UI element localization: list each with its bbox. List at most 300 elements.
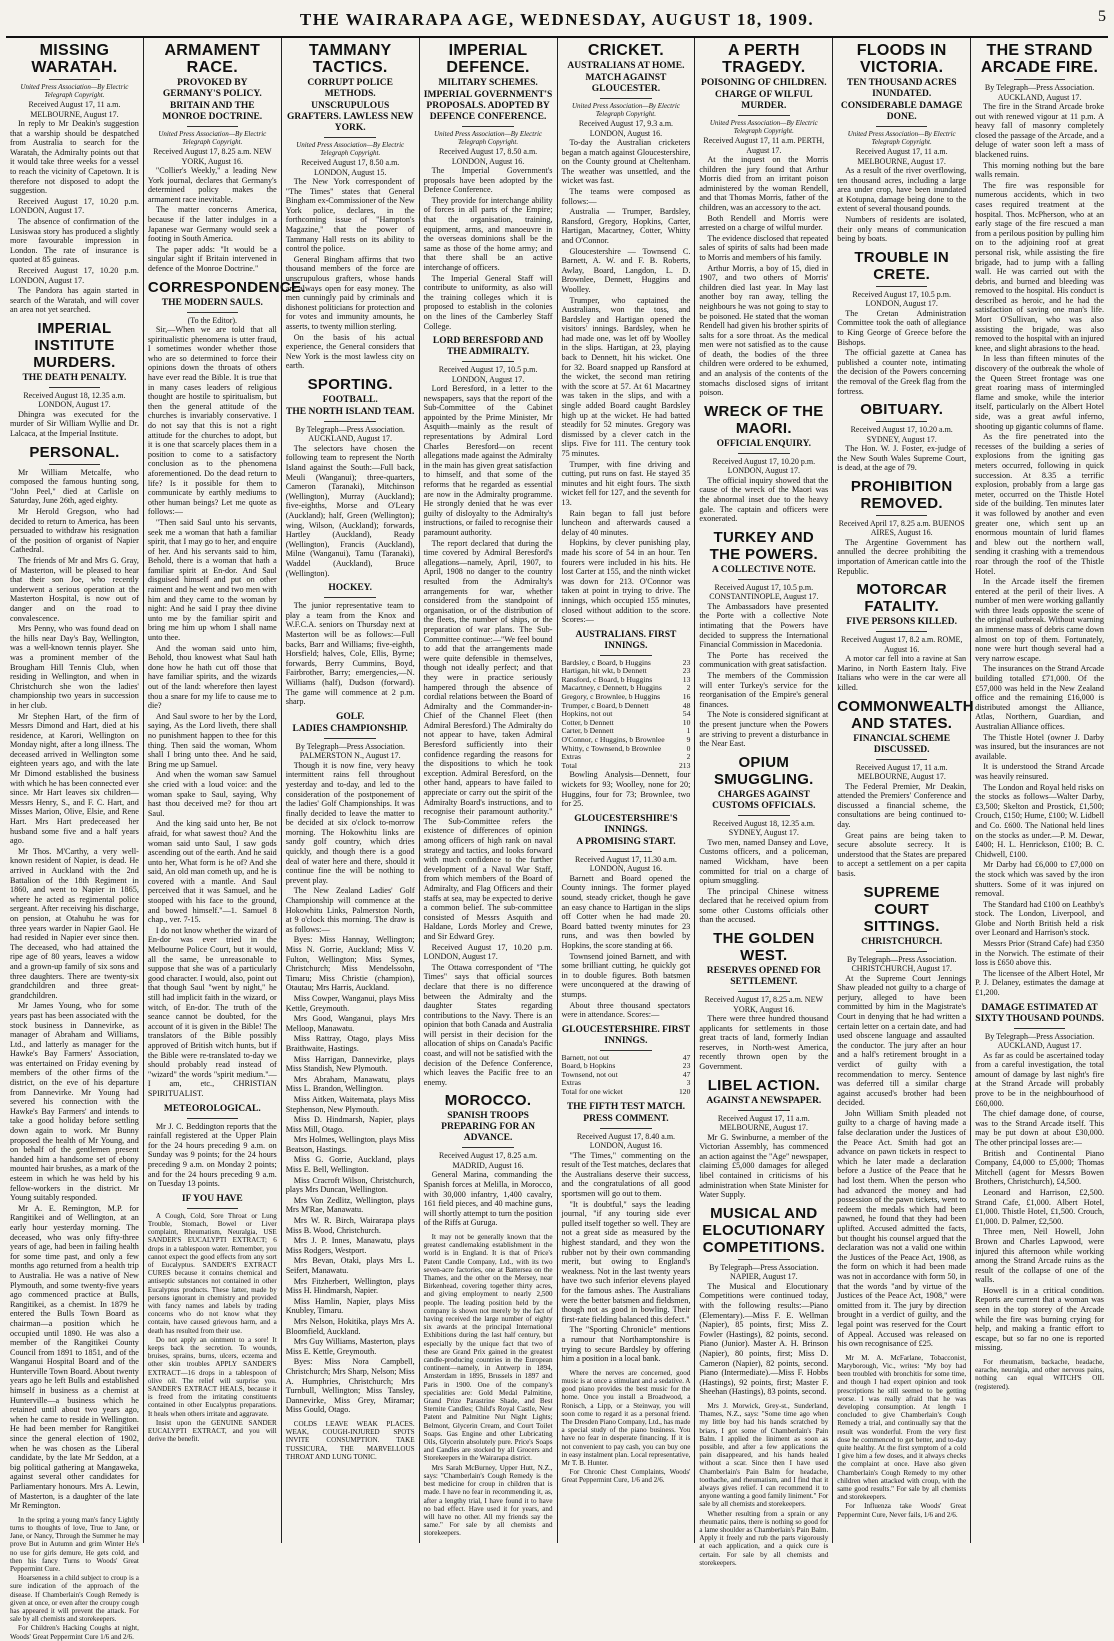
paragraph: Mr M. A. McFarlane, Tobacconist, Maryborough, Vic., writes: "My boy had been troubled with bronchitis for some time, and though I had expert opinion and took prescriptions he still seemed to be getting worse. I was really afraid that he was developing consumption. At length I concluded to give Chamberlain's Cough Remedy a trial, and continually say that the result was wonderful. From the very first dose he commenced to get better, and to-day quite healthy. At the first symptom of a cold I give him a few doses, and it always checks the complaint at once. Have also given Chamberlain's Cough Remedy to my other children when attacked with croup, with the same good results." For sale by all chemists and storekeepers.	[837, 1353, 967, 1502]
paragraph: Mr Stephen Hart, of the firm of Messrs Dimond and Hart, died at his residence, at Karori, Wellington on Monday night, after a long illness. The deceased arrived in Wellington some eighteen years ago, and with the late Mr Dimond established the business with which he has been connected ever since. Mr Hart leaves six children—Messrs Henry, S., and F. C. Hart, and Misses Marion, Olive, Elsie, and Rene Hart. Mrs Hart predeceased her husband some five and a half years ago.	[10, 711, 139, 846]
score-value: 120	[678, 1087, 691, 1097]
score-value: 47	[682, 1069, 691, 1079]
article-headline: COMMONWEALTH AND STATES.	[837, 697, 974, 732]
article-subheading: MILITARY SCHEMES.	[438, 78, 538, 88]
article	[562, 1369, 691, 1485]
paragraph: Bowling Analysis—Dennett, four wickets for 93; Woolley, none for 20; Huggins, four for 73; Brownlee, two for 25.	[561, 770, 691, 809]
article-subheading: PROVOKED BY GERMANY'S POLICY.	[162, 78, 262, 99]
article-body	[699, 1282, 828, 1397]
score-table	[562, 659, 691, 771]
paragraph: Leonard and Harrison, £2,500. Strand Cafe, £1,000. Albert Hotel, £1,000. Thistle Hotel, £1,500. Crouch, £1,000. D. Palmer, £2,500.	[975, 1187, 1104, 1226]
score-name: Barnett, not out	[561, 1052, 609, 1062]
advertisement	[10, 1516, 139, 1641]
article	[837, 581, 966, 692]
article-dateline: By Telegraph—Press Association. PALMERSTON N., August 17.	[295, 741, 405, 761]
article-dateline: Received August 17, 8.25 a.m. NEW YORK, August 16.	[153, 147, 272, 166]
paragraph: The Musical and Elocutionary Competitions were continued today, with the following results:—Piano (Elementary).—Miss F. E. Wellman (Napier), 85 points, first; Miss Z. Fowler (Hastings), 82 points, second. Piano (Junior). Master A. H. Brinson (Napier), 80 points, first; Miss D. Cameron (Napier), 82 points, second. Piano (Intermediate).—Miss F. Hobbs (Hastings), 92 points, first; Master F. Sheehan (Hastings), 83 points, second.	[699, 1281, 829, 1397]
paragraph: The junior representative team to play a team from the Knox and W.F.C.A. seniors on Thursday next at Masterton will be as follows:—Full backs, Barr and Williams; five-eighth, Horsfield; halves, Cole, Ellis, Byrne; forwards, Berry Cummins, Boyd, Fairbrother, Barry; emergencies,—N. Williams (half), Dudson (forward). The game will commence at 2 p.m. sharp.	[285, 601, 415, 707]
paragraph: The teams were composed as follows:—	[561, 186, 691, 206]
article-body	[286, 444, 415, 578]
paragraph: Mrs Good, Wanganui, plays Mrs Melloop, Manawatu.	[285, 1014, 415, 1033]
paragraph: Mrs Abraham, Manawatu, plays Miss L. Brandon, Wellington.	[285, 1074, 415, 1094]
score-value: 16	[682, 692, 691, 702]
score-name: Total	[561, 760, 577, 770]
divider	[462, 361, 514, 362]
article-subheading: LADIES CHAMPIONSHIP.	[292, 723, 408, 734]
score-value: 9	[686, 735, 691, 745]
paragraph: Mrs Nelson, Hokitika, plays Mrs A. Bloomfield, Auckland.	[285, 1316, 415, 1336]
article-dateline: Received August 17, 11 a.m. PERTH, August 17.	[703, 136, 825, 155]
paragraph: Though it is now fine, very heavy intermittent rains fell throughout yesterday and to-day, and led to the consideration of the postponement of the ladies' Golf Championships. It was finally decided to leave the matter to be decided at six o'clock to-morrow morning. The Hokowhitu links are sandy golf country, which dries quickly, and though there is a good deal of water here and there, should it continue fine the will be nothing to prevent play.	[285, 760, 415, 885]
article-body	[699, 602, 828, 749]
article	[562, 1025, 691, 1097]
article-dateline: Received August 18, 12.35 a.m. SYDNEY, August 17.	[712, 818, 815, 838]
paragraph: And the woman said unto him, Behold, thou knowest what Saul hath done how he hath cut off those that have familiar spirits, and the wizards out of the land: wherefore then layest thou a snare for my life to cause me to die?	[147, 643, 277, 711]
article	[424, 1092, 553, 1228]
article-subheading: BRITAIN AND THE MONROE DOCTRINE.	[162, 101, 263, 122]
article-body	[837, 444, 966, 473]
article	[286, 583, 415, 707]
article-headline: TAMMANY TACTICS.	[308, 42, 392, 76]
paragraph: Trumper, who captained the Australians, won the toss, and Bardsley and Hartigan opened the visitors' innings. Bardsley, when he had made one, was let off by Woolley in the slips. Hartigan, at 23, playing back to Dennett, hit his wicket. One for 32. Board snapped up Ransford at the wicket, the second man retiring with the score at 57. At 61 Macartney was taken in the slips, and with a single added Board caught Bardsley high up at the wicket. He had batted steadily for 52 minutes. Gregory was dismissed by a clever catch in the slips. Five for 111. The century took 75 minutes.	[561, 295, 691, 458]
article-subheading: THE DEATH PENALTY.	[22, 372, 127, 383]
article-dateline: Received August 17, 8.40 a.m. LONDON, August 16.	[576, 1131, 676, 1151]
article-subheading: UNSCRUPULOUS GRAFTERS. LAWLESS NEW YORK.	[286, 101, 414, 133]
article-subheading: CHRISTCHURCH.	[861, 936, 943, 947]
article-subheading: AUSTRALIANS AT HOME.	[567, 61, 685, 71]
score-value: 23	[682, 1061, 691, 1071]
article-subheading: THE FIFTH TEST MATCH.	[566, 1101, 686, 1112]
paragraph: The members of the Commission will enter Turkey's service for the reorganisation of the Empire's general finances.	[699, 670, 829, 709]
paragraph: Received August 17, 10.20 p.m. LONDON, August 17.	[423, 942, 553, 962]
article	[286, 376, 415, 578]
score-value: 1	[686, 726, 691, 736]
divider	[600, 851, 652, 852]
article	[147, 278, 306, 1099]
article-byline: United Press Association—By Electric Telegraph Copyright.	[709, 119, 818, 135]
article-body	[837, 654, 966, 692]
divider	[738, 1110, 790, 1111]
paragraph: Lord Beresford, in a letter to the newspapers, says that the report of the Sub-Committee of the Cabinet appointed by the Prime Minister, Mr Asquith—mainly as the result of representations by Admiral Lord Charles Beresford—on recent allegations made against the Admiralty in the main has given great satisfaction to himself, and that some of the reforms that he regarded as essential are now in the Admiralty programme. He strongly denied that he was ever guilty of disloyalty to the Admiralty's instructions, or failed to recognise their paramount authority.	[423, 384, 553, 537]
article-dateline: By Telegraph—Press Association. NAPIER, August 17.	[709, 1262, 819, 1282]
score-row	[562, 762, 691, 771]
paragraph: Received August 17, 10.20 p.m. LONDON, August 17.	[10, 265, 139, 285]
paragraph: The selectors have chosen the following team to represent the North Island against the South:—Full back, Meuli (Wanganui); three-quarters, Cameron (Taranaki), Mitchinson (Wellington), Murray (Auckland); five-eighths, Morse and O'Leary (Auckland); half, Green (Wellington); wing, Wilson, (Auckland); forwards, Hartley (Auckland), Ready (Wellington), Francis (Auckland), Milne (Wanganui), Tamu (Taranaki), Waddel (Auckland), Bruce (Wellington).	[285, 443, 415, 578]
paragraph: Arthur Morris, a boy of 15, died in 1907, and two others of Morris' children died last year. In May last another boy ran away, telling the neighbours he was not going to stay to be poisoned. He stated that the woman Rendell had given his brother spirits of salts for a sore throat. As the medical men were not satisfied as to the cause of death, the bodies of the three children were ordered to be exhumed, and an analysis of the contents of the stomachs disclosed signs of irritant poison.	[699, 263, 829, 398]
article-dateline: Received August 17, 9.3 a.m. LONDON, August 16.	[578, 119, 674, 138]
paragraph: And the king said unto her, Be not afraid, for what sawest thou? And the woman said unto Saul, I saw gods ascending out of the earth. And he said unto her, What form is he of? And she said, An old man cometh up, and he is covered with a mantle. And Saul perceived that it was Samuel, and he stooped with his face to the ground, and bowed himself."—1. Samuel 8 chap., ver. 7-15.	[147, 819, 277, 925]
divider	[600, 1128, 652, 1129]
score-name: Hartigan, hit wkt, b Dennett	[561, 666, 647, 676]
paragraph: The friends of Mr and Mrs G. Gray, of Masterton, will be pleased to hear that their son Joe, who recently underwent a serious operation at the Masterton Hospital, is now out of danger and on the road to convalescence.	[10, 556, 139, 623]
article-subheading: DAMAGE ESTIMATED AT SIXTY THOUSAND POUNDS.	[975, 1002, 1104, 1024]
score-value: 48	[682, 700, 691, 710]
article-dateline: Received August 17, 11 a.m. MELBOURNE, August 17.	[28, 100, 121, 119]
paragraph: "It is doubtful," says the leading journal, "if any touring side ever pulled itself together so well. They are not a great side as measured by the highest standard, and they won the rubber not by their own commanding merit, but owing to England's weakness. Not in the last twenty years have two such inferior elevens played for the famous ashes. The Australians were the better batsmen and fieldsmen, though not as good in bowling. Their first-rate fielding balanced this defect."	[561, 1199, 691, 1324]
paragraph: The insurances on the Strand Arcade building totalled £71,000. Of the £57,000 was held in the New Zealand office and the remaining £16,000 is distributed amongst the Alliance, Atlas, Northern, Guardian, and Australian Alliance offices.	[975, 664, 1104, 731]
paragraph: Rain began to fall just before luncheon and afterwards caused a delay of 40 minutes.	[561, 508, 691, 537]
paragraph: It is understood the Strand Arcade was heavily reinsured.	[975, 762, 1104, 781]
article-body	[837, 974, 966, 1349]
paragraph: The fire in the Strand Arcade broke out with renewed vigour at 11 p.m. A heavy fall of masonry completely closed the passage of the Arcade, and a deluge of water soon left a mass of blackened ruins.	[975, 102, 1104, 159]
paragraph: Mrs Penny, who was found dead on the hills near Day's Bay, Wellington, was a well-known tennis player. She was a prominent member of the Brougham Hill Tennis Club, when residing in Wellington, and when in Christchurch she won the ladies' championship two years in succession in her club.	[10, 624, 139, 710]
paragraph: At the Supreme Court Jennings Shaw pleaded not guilty to a charge of perjury, alleged to have been committed by him in the Magistrate's Court in denying that he had written a certain letter on a certain date, and had used obscene language and assaulted the conductor. The jury after an hour and a half's retirement brought in a verdict of guilty with a recommendation to mercy. Sentence was deferred till a similar charge against accused's brother had been decided.	[837, 973, 967, 1108]
score-name: Total for one wicket	[561, 1087, 623, 1097]
divider	[876, 515, 928, 516]
paragraph: The "Sporting Chronicle" mentions a rumour that Northamptonshire is trying to secure Bardsley by offering him a position in a local bank.	[561, 1325, 691, 1364]
paragraph: Messrs Prior (Strand Cafe) had £350 in the Norwich. The estimate of their loss is £650 above this.	[975, 939, 1104, 968]
score-value: 2	[686, 683, 691, 693]
article-body	[10, 410, 139, 439]
article	[699, 930, 828, 1072]
article-body	[424, 1170, 553, 1228]
article-body	[837, 782, 966, 879]
article-dateline: Received August 18, 12.35 a.m. LONDON, August 17.	[23, 390, 126, 410]
article-byline: United Press Association—By Electric Telegraph Copyright.	[20, 83, 129, 99]
article-subheading: GLOUCESTERSHIRE'S INNINGS.	[574, 813, 678, 835]
article-headline: CRICKET.	[587, 42, 665, 59]
article-byline: United Press Association—By Electric Telegraph Copyright.	[571, 102, 680, 118]
score-row	[562, 753, 691, 762]
article-dateline: By Telegraph—Press Association. AUCKLAND, August 17.	[984, 83, 1095, 102]
article-body	[975, 1051, 1104, 1353]
article-dateline: Received August 17, 8.50 a.m. LONDON, August 16.	[438, 147, 538, 166]
paragraph: For Children's Hacking Coughs at night, Woods' Great Peppermint Cure 1/6 and 2/6.	[10, 1624, 139, 1641]
article-body	[562, 138, 691, 625]
news-column	[695, 38, 833, 1567]
article-body	[699, 1014, 828, 1072]
divider	[876, 951, 928, 952]
paragraph: Mr Thos. M'Carthy, a very well-known resident of Napier, is dead. He arrived in Auckland with the 2nd Battalion of the 18th Regiment in 1860, and went to Napier in 1865, where he acted as regimental police sergeant. After receiving his discharge, on pension, at Otahuhu he was for three years warder in Napier Gaol. He had resided in Napier ever since then. The deceased, who had attained the ripe age of 80 years, leaves a widow and a grown-up family of six sons and three daughters. There are twenty-six grandchildren and three great-grandchildren.	[10, 846, 139, 1000]
paragraph: COLDS LEAVE WEAK PLACES. WEAK, COUGH-INJURED SPOTS INVITE CONSUMPTION. TAKE TUSSICURA, THE MARVELLOUS THROAT AND LUNG TONIC.	[285, 1419, 415, 1461]
paragraph: General Bingham affirms that two thousand members of the force are unscrupulous grafters, whose hands are always open for easy money. The men cunningly paid by criminals and dishonest politicians for protection and for votes and immunity amounts, he asserts, to twenty million sterling.	[285, 254, 415, 331]
article	[837, 884, 966, 1349]
article-body	[699, 1133, 828, 1200]
paragraph: As the fire penetrated into the recesses of the building a series of explosions from the igniting gas meters occurred, following in quick succession. At 8.35 a terrific explosion, probably from a large gas meter, occurred on the Thistle Hotel side of the building. Ten minutes later it was followed by another and even greater one, which sent up an enormous mountain of lurid flames and blew out the northern wall, sending it crashing with a tremendous roar through the roof of the Thistle Hotel.	[975, 432, 1104, 576]
paragraph: Miss Rattray, Otago, plays Miss Braithwaite, Hastings.	[285, 1034, 415, 1053]
paragraph: The New York correspondent of "The Times" states that General Bingham ex-Commissioner of the New York police, declares, in the forthcoming issue of "Hampton's Magazine," that the power of Tammany Hall rests on its ability to control the police.	[285, 177, 415, 254]
article-body	[562, 874, 691, 1020]
divider	[187, 1208, 239, 1209]
paragraph: The principal Chinese witness declared that he received opium from some other Customs officials other than the accused.	[699, 886, 829, 925]
article	[424, 42, 553, 331]
article-body	[148, 1122, 277, 1189]
paragraph: Trumper, with fine driving and cutting, put runs on fast. He stayed 35 minutes and hit eight fours. The sixth wicket fell for 127, and the seventh for 13.	[561, 459, 691, 507]
article	[10, 42, 139, 315]
paragraph: The matter concerns America, because if the latter indulges in a Japanese war Germany would seek a footing in South America.	[147, 205, 277, 244]
divider	[876, 421, 928, 422]
article-headline: A PERTH TRAGEDY.	[722, 42, 806, 76]
article-body	[699, 155, 828, 398]
paragraph: Australia — Trumper, Bardsley, Ransford, Gregory, Hopkins, Carter, Hartigan, Macartney, Cotter, Whitty and O'Connor.	[561, 207, 691, 245]
article	[699, 529, 828, 749]
paragraph: The Hon. W. J. Foster, ex-judge of the New South Wales Supreme Court, is dead, at the age of 79.	[837, 444, 967, 473]
article-dateline: Received August 17, 8.25 a.m. NEW YORK, August 16.	[704, 995, 824, 1014]
article-subheading: FOOTBALL.	[322, 394, 378, 405]
score-value: 13	[682, 674, 691, 684]
article	[148, 1194, 277, 1444]
article	[837, 1354, 966, 1519]
article-body	[286, 601, 415, 707]
paragraph: Two men, named Dansey and Love, Customs officers, and a policeman, named Wickham, have been committed for trial on a charge of opium smuggling.	[699, 837, 829, 886]
paragraph: Where the nerves are concerned, good music is at once a stimulant and a sedative. A good piano provides the best music for the home. Once you install a Broadwood, a Ronisch, a Lipp, or a Steinway, you will soon come to regard it as a personal friend. The Dresden Piano Company, Ltd., has made a special study of the piano business. You have no fear in desperate financing. If it is not convenient to pay cash, you can buy one in easy instalment plan. Local representative, Mr T. B. Hunter.	[561, 1368, 691, 1467]
paragraph: I do not know whether the wizard of En-dor was ever tried in the Melbourne Police Court, but it would, all the same, be unreasonable to suppose that she was of a particularly good character. I would, also, point out that though Saul "went by night," he still had implicit faith in the wizard, or witch, of En-dor. The truth of the seance cannot be doubted, for the account of it is given in the Bible! The translators of the Bible possibly approved of British witch hunts, but if the Bible were re-translated to-day we should probably read instead of "wizard" the words "spirit medium."—I am, etc., CHRISTIAN SPIRITUALIST.	[147, 925, 277, 1098]
article-byline: United Press Association—By Electric Telegraph Copyright.	[847, 130, 956, 146]
article-subheading: LORD BERESFORD AND THE ADMIRALTY.	[432, 336, 544, 358]
news-column	[971, 38, 1108, 1543]
article	[562, 814, 691, 1020]
paragraph: Miss G. Gorrie, Auckland, plays Miss E. Bell, Wellington.	[285, 1155, 415, 1175]
article	[10, 320, 139, 439]
paragraph: Miss Cowper, Wanganui, plays Miss Kettle, Greymouth.	[285, 993, 415, 1013]
divider	[462, 1147, 514, 1148]
paragraph: As a result of the river overflowing, ten thousand acres, including a large area under crop, have been inundated at Kotupna, damage being done to the extent of several thousand pounds.	[837, 166, 967, 214]
paragraph: In reply to Mr Deakin's suggestion that a warship should be despatched from Australia to search for the Waratah, the Admiralty points out that it would take three weeks for a vessel to reach the vicinity of Capetown. It is therefore not disposed to adopt the suggestion.	[10, 119, 139, 196]
article-headline: PROHIBITION REMOVED.	[850, 477, 953, 512]
article-subheading: HOCKEY.	[328, 583, 373, 594]
score-name: Cotter, b Dennett	[561, 717, 614, 727]
score-value: 3	[686, 1078, 691, 1088]
article-body	[424, 166, 553, 331]
article	[286, 42, 415, 371]
paragraph: Miss Aitken, Waitemata, plays Miss Stephenson, New Plymouth.	[285, 1094, 415, 1114]
article-subheading: RESERVES OPENED FOR SETTLEMENT.	[706, 966, 821, 988]
paragraph: Mrs J. Morwick, Grey-st., Sunderland, Thames, N.Z., says: "Some time ago when my little boy had his hands scratched by briars, I got some of Chamberlain's Pain Balm. I applied the liniment as soon as possible, and after a few applications the pain disappeared, and his hands healed without a scar. Since then I have used Chamberlain's Pain Balm for headache, toothache, and rheumatism, and I find that it always gives relief. I can recommend it to anyone wanting a good family liniment." For sale by all chemists and storekeepers.	[699, 1401, 829, 1509]
article-subheading: CORRUPT POLICE METHODS.	[307, 78, 393, 99]
score-name: Extras	[561, 1078, 581, 1088]
article-headline: LIBEL ACTION.	[707, 1076, 820, 1094]
article	[699, 1402, 828, 1567]
divider	[876, 286, 928, 287]
news-column	[144, 38, 306, 1543]
article	[286, 712, 415, 1415]
article	[424, 1233, 553, 1538]
paragraph: The paper adds: "It would be a singular sight if Britain intervened in defence of the Monroe Doctrine."	[147, 244, 277, 273]
score-name: Hopkins, not out	[561, 709, 613, 719]
article	[699, 1205, 828, 1397]
paragraph: Mrs Holmes, Wellington, plays Miss Beatson, Hastings.	[285, 1135, 415, 1154]
paragraph: The Porte has received the communication with great satisfaction.	[699, 650, 829, 670]
divider	[462, 126, 514, 127]
article-subheading: AGAINST A NEWSPAPER.	[706, 1095, 822, 1106]
score-name: O'Connor, c Huggins, b Brownlee	[561, 735, 665, 745]
article-subheading: CONSIDERABLE DAMAGE DONE.	[840, 101, 963, 122]
paragraph: The Imperial Government's proposals have been adopted by the Defence Conference.	[423, 166, 553, 195]
article-byline: United Press Association—By Electric Telegraph Copyright.	[434, 130, 543, 146]
article	[699, 42, 828, 398]
article-dateline: Received August 17, 11.30 a.m. LONDON, August 16.	[574, 854, 677, 874]
divider	[738, 815, 790, 816]
divider	[1014, 1028, 1066, 1029]
article-dateline: Received August 17, 10.20 p.m. LONDON, August 17.	[712, 456, 816, 476]
paragraph: Dhingra was executed for the murder of Sir William Wyllie and Dr. Lalcaca, at the Imperial Institute.	[10, 409, 139, 439]
article	[699, 1077, 828, 1200]
score-name: Townsend, not out	[561, 1069, 618, 1079]
paragraph: The Argentine Government has annulled the decree prohibiting the importation of American cattle into the Republic.	[837, 537, 967, 576]
article-headline: CORRESPONDENCE.	[147, 278, 306, 296]
article-dateline: By Telegraph—Press Association. CHRISTCHURCH, August 17.	[847, 954, 957, 974]
paragraph: The New Zealand Ladies' Golf Championship will commence at the Hokowhitu Links, Palmerston North, at 9 o'clock this morning. The draw is as follows:—	[285, 886, 415, 934]
paragraph: They provide for interchange ability of forces in all parts of the Empire; that the organisation, training, equipment, arms, and manoeuvre in the overseas dominions shall be the same as those of the home army; and that there shall be an active interchange of officers.	[423, 195, 553, 272]
article-dateline: Received August 17, 10.20 a.m. SYDNEY, August 17.	[850, 425, 953, 444]
article-body	[562, 1151, 691, 1364]
score-name: Macartney, c Dennett, b Huggins	[561, 683, 662, 693]
paragraph: The Standard had £100 on Leathby's stock. The London, Liverpool, and Globe and North British held a risk over Leonard and Harrison's stock.	[975, 899, 1104, 938]
article-body	[562, 770, 691, 808]
divider	[876, 126, 928, 127]
paragraph: The report declared that during the time covered by Admiral Beresford's allegations—namely, April, 1907, to April, 1908 no danger to the country resulted from the Admiralty's arrangements for war, whether considered from the standpoint of organisation, or of the distribution of the fleets, the number of ships, or the preparation of war plans. The Sub-Committee continue:—"We feel bound to add that the arrangements made were quite defensible in themselves, though not ideally perfect; and that they were in practice seriously hampered through the absence of cordial relations between the Board of Admiralty and the Commander-in-Chief of the Channel Fleet (then Admiral Beresford.) The Admiralty do not appear to have, taken Admiral Beresford sufficiently into their confidence regarding the reasons for the dispositions to which he took exception. Admiral Beresford, on the other hand, appears to have failed to appreciate or carry out the spirit of the Admiralty Board's instructions, and to recognise their paramount authority." The Sub-Committee refers the existence of differences of opinion among officers of high rank on naval strategy and tactics, and looks forward with much confidence to the further development of a Naval War Staff, from which members of the Board of Admiralty, and Flag Officers and their staffs at sea, may be expected to derive a common belief. The sub-committee consisted of Messrs Asquith and Haldane, Lords Morley and Crewe, and Sir Edward Grey.	[423, 538, 553, 941]
article-dateline: Received August 17, 11 a.m. MELBOURNE, August 17.	[855, 762, 948, 782]
paragraph: Hoarseness in a child subject to croup is a sure indication of the approach of the disease. If Chamberlain's Cough Remedy is given at once, or even after the croupy cough has appeared it will prevent the attack. For sale by all chemists and storekeepers.	[10, 1574, 139, 1624]
article-headline: FLOODS IN VICTORIA.	[856, 42, 947, 76]
paragraph: Mrs W. R. Birch, Wairarapa plays Miss B. Wood, Christchurch.	[285, 1216, 415, 1235]
paragraph: The Ambassadors have presented the Porte with a collective Note intimating that the Powers have decided to suppress the International Financial Commission in Macedonia.	[699, 601, 829, 650]
masthead	[6, 8, 1108, 38]
article-subheading: FIVE PERSONS KILLED.	[846, 617, 957, 628]
paragraph: On the basis of his actual experience, the General considers that New York is the most lawless city on earth.	[285, 332, 415, 371]
article-subheading: PRESS COMMENT.	[583, 1113, 669, 1124]
article-body	[10, 468, 139, 1511]
paragraph: Mr A. E. Remington, M.P. for Rangitikei and of Wellington, at an early hour yesterday morning. The deceased, who was only fifty-three years of age, had been in failing health for some time past, and only a few months ago returned from a health trip to Australia. He was a native of New Plymouth, and some twenty-five years ago commenced practice at Bulls, Rangitikei, as a chemist. In 1879 he entered the Bulls Town Board as chairman—a position which he occupied until 1890. He was also a member of the Rangitikei County Council from 1891 to 1851, and of the Wanganui Hospital Board and of the Hunterville Town Board. About twenty years ago he left Bulls and established himself in business as a chemist at Hunterville—a business which he retained until about two years ago, when he came to reside in Wellington. He had been member for Rangitikei since the general election of 1902, when he was chosen as the Liberal candidate, by the late Mr Seddon, at a big political gathering at Mangaweka, against several other candidates for Parliamentary honours. Mrs A. Lewin, of Masterton, is a daughter of the late Mr Remington.	[10, 1203, 139, 1511]
paragraph: Mr J. C. Beddington reports that the rainfall registered at the Upper Plain for the 24 hours preceding 9 a.m. on Sunday was 9 points; for the 24 hours preceding 9 a.m. on Monday 2 points; and for the 24 hours preceding 9 a.m. on Tuesday 13 points.	[147, 1121, 277, 1189]
paragraph: The licensee of the Albert Hotel, Mr P. J. Delaney, estimates the damage at £1,200.	[975, 968, 1104, 998]
paragraph: Mrs Von Zedlitz, Wellington, plays Mrs M'Rae, Manawatu.	[285, 1195, 415, 1215]
article-subheading: SPANISH TROOPS PREPARING FOR AN ADVANCE.	[441, 1111, 535, 1144]
score-value: 23	[682, 657, 691, 667]
divider	[738, 115, 790, 116]
divider	[49, 464, 101, 465]
article	[10, 444, 139, 1511]
article-dateline: Received August 17, 8.2 a.m. ROME, August 16.	[841, 635, 963, 654]
paragraph: Miss D. Hindmarsh, Napier, plays Miss Mill, Otago.	[285, 1115, 415, 1134]
paragraph: Barnett and Board opened the County innings. The former played sound, steady cricket, though he gave an easy chance to Hartigan in the slips off Cotter when he had made 20. Board batted twenty minutes for 23 runs, and was then bowled by Hopkins, the score standing at 66.	[561, 873, 691, 950]
paragraph: Mr Herold Gregson, who had decided to return to America, has been persuaded to withdraw his resignation of the position of organist of Napier Cathedral.	[10, 507, 139, 555]
divider	[738, 1259, 790, 1260]
paragraph: Mr Darby had £6,000 to £7,000 on the stock which was saved by the iron shutters. Some of it was injured on removal.	[975, 860, 1104, 899]
paragraph: Great pains are being taken to secure absolute secrecy. It is understood that the States are prepared to accept a settlement on a per capita basis.	[837, 830, 967, 878]
page-number: 5	[1098, 8, 1106, 25]
article	[837, 401, 966, 473]
advertisement	[148, 1212, 277, 1444]
paragraph: Byes: Miss Hannay, Wellington; Miss N. Gorrie, Auckland; Miss V. Fulton, Wellington; Miss Symes, Christchurch; Miss Mendelssohn, Timaru; Miss Christie (champion), Otautau; Mrs Harris, Auckland.	[285, 935, 415, 993]
paragraph: The chief damage done, of course, was to the Strand Arcade itself. This may be put down at about £30,000. The other principal losses are:—	[975, 1109, 1104, 1147]
news-column	[833, 38, 974, 1543]
divider	[49, 387, 101, 388]
article-byline: United Press Association—By Electric Telegraph Copyright.	[296, 141, 405, 157]
paragraph: At the inquest on the Morris children the jury found that Arthur Morris died from an irritant poison administered by the woman Rendell, and that Thomas Morris, father of the children, was an accessory to the act.	[699, 155, 829, 212]
article-headline: SPORTING.	[307, 375, 393, 393]
article-headline: MOTORCAR FATALITY.	[856, 581, 947, 616]
paragraph: Both Rendell and Morris were arrested on a charge of wilful murder.	[699, 213, 829, 233]
divider	[600, 655, 652, 656]
article-headline: TROUBLE IN CRETE.	[854, 248, 950, 283]
article-dateline: (To the Editor).	[187, 315, 238, 325]
divider	[876, 759, 928, 760]
article-subheading: TEN THOUSAND ACRES INUNDATED.	[846, 78, 957, 99]
article-dateline: Received August 17, 11 a.m. MELBOURNE, August 17.	[855, 147, 948, 166]
score-name: Trumper, c Board, b Dennett	[561, 700, 649, 710]
paragraph: Mrs Fitzherbert, Wellington, plays Miss H. Hindmarsh, Napier.	[285, 1276, 415, 1296]
paragraph: For Influenza take Woods' Great Peppermint Cure, Never fails, 1/6 and 2/6.	[837, 1502, 967, 1519]
article	[699, 754, 828, 925]
paragraph: Miss Hamlin, Napier, plays Miss Knubley, Timaru.	[285, 1296, 415, 1316]
article-body	[837, 309, 966, 396]
article-dateline: Received August 17, 8.50 a.m. LONDON, August 15.	[301, 158, 400, 177]
paragraph: In less than fifteen minutes of the discovery of the outbreak the whole of the Queen Street frontage was one great roaring mass of intermingled flame and smoke, while the interior itself, particularly on the Albert Hotel side, was a great awful inferno, shooting up gigantic columns of flame.	[975, 354, 1104, 431]
advertisement	[562, 1369, 691, 1485]
article-headline: THE GOLDEN WEST.	[713, 930, 815, 965]
score-name: Board, b Hopkins	[561, 1061, 616, 1071]
article-subheading: MATCH AGAINST GLOUCESTER.	[585, 73, 667, 94]
article-body	[286, 177, 415, 371]
article	[837, 42, 966, 244]
score-value: 54	[682, 709, 691, 719]
article-subheading: IF YOU HAVE	[181, 1193, 243, 1204]
article-body	[148, 166, 277, 274]
paragraph: General Marina, commanding the Spanish forces at Melilla, in Morocco, with 30,000 infantry, 1,400 cavalry, 161 field pieces, and 40 machine guns, will shortly attempt to turn the position of the Riffs at Guruga.	[423, 1170, 553, 1228]
article-body	[424, 384, 553, 1087]
paragraph: To-day the Australian cricketers began a match against Gloucestershire, on the County ground at Cheltenham. The weather was unsettled, and the wicket was fast.	[561, 138, 691, 186]
article-headline: IMPERIAL INSTITUTE MURDERS.	[33, 319, 116, 371]
article-headline: OPIUM SMUGGLING.	[713, 753, 814, 788]
article-headline: THE STRAND ARCADE FIRE.	[980, 42, 1099, 76]
advertisement	[424, 1233, 553, 1538]
article	[975, 1003, 1104, 1353]
article	[562, 630, 691, 809]
article-headline: IMPERIAL DEFENCE.	[446, 42, 530, 76]
article-headline: ARMAMENT RACE.	[164, 42, 261, 76]
paragraph: Mrs Sarah McBurney, Upper Hutt, N.Z., says: "Chamberlain's Cough Remedy is the best medicine for croup in children that is made. I have no fear in recommending it, as, after a lengthy trial, I have found it to have no bad effect. Have used it for years, and will have no other. All my friends say the same." For sale by all chemists and storekeepers.	[423, 1463, 553, 1538]
article-subheading: FINANCIAL SCHEME DISCUSSED.	[853, 733, 951, 755]
score-value: 213	[678, 760, 691, 770]
article-subheading: POISONING OF CHILDREN.	[701, 78, 827, 88]
divider	[187, 126, 239, 127]
paragraph: As far as could be ascertained today from a careful investigation, the total amount of damage by last night's fire at the Strand Arcade will probably prove to be in the neighbourhood of £60,000.	[975, 1050, 1104, 1108]
score-value: 0	[686, 743, 691, 753]
paragraph: And when the woman saw Samuel she cried with a loud voice: and the woman spake to Saul, saying, Why hast thou deceived me? for thou art Saul.	[147, 770, 277, 818]
article-subheading: CHARGE OF WILFUL MURDER.	[714, 90, 813, 111]
paragraph: It may not be generally known that the greatest candlemaking establishment in the world is in England. It is that of Price's Patent Candle Company, Ltd., with its two seven-acre factories, one at Battersea on the Thames, and the other on the Mersey, near Birkenhead, covering together thirty acres, and giving employment to nearly 2,500 people. The leading position held by the company is shown not merely by the fact of having received the large number of eighty six awards at the principal International Exhibitions during the last half century, but especially by the unique fact that two of these are Grand Prix gained in the greatest candle-producing countries in the European continent—namely, in Antwerp in 1894, Amsterdam in 1895, Brussels in 1897 and Paris in 1900. One of the company's specialities are: Gold Medal Palmitine, Grand Prize Parastrine Shade, and Best Sternite Candles; Child's Royal Castle, New Patent and Palmitine Nut Night Lights; Belmont, Glycerin Cream, and Court Toilet Soaps. Gas Engine and other Lubricating Oils, Glycerin absolutely pure. Price's Soaps and Candles are stocked by all Grocers and Storekeepers in the Wairarapa district.	[423, 1233, 553, 1463]
article-body	[699, 838, 828, 925]
news-column	[420, 38, 558, 1543]
paragraph: Miss Cracroft Wilson, Christchurch, plays Mrs Duncan, Wellington.	[285, 1175, 415, 1195]
article-dateline: Received August 17, 10.5 p.m. LONDON, August 17.	[438, 365, 538, 384]
paragraph: Mr G. Swinburne, a member of the Victorian Assembly, has commenced an action against the "Age" newspaper, claiming £5,000 damages for alleged libel contained in criticisms of his administration when State Minister for Water Supply.	[699, 1132, 829, 1200]
score-value: 10	[682, 717, 691, 727]
divider	[1014, 79, 1066, 80]
article-subheading: METEOROLOGICAL.	[163, 1103, 261, 1114]
score-name: Carter, b Dennett	[561, 726, 614, 736]
paragraph: A motor car fell into a ravine at San Marino, in North Eastern Italy. Five Italians who were in the car were all killed.	[837, 654, 967, 693]
article	[424, 336, 553, 1087]
paragraph: Hopkins, by clever punishing play, made his score of 54 in an hour. Ten fourers were included in his hits. He lost Carter at 155, and the ninth wicket was down for 213. O'Connor was taken at point in trying to drive. The innings, which occupied 155 minutes, closed without addition to the score. Scores:—	[561, 538, 691, 625]
article-dateline: Received August 17, 8.25 a.m. MADRID, August 16.	[438, 1151, 538, 1170]
article-subheading: A COLLECTIVE NOTE.	[711, 564, 816, 575]
article-headline: TURKEY AND THE POWERS.	[709, 528, 818, 563]
article-subheading: A PROMISING START.	[576, 836, 676, 847]
score-name: Extras	[561, 752, 581, 762]
score-name: Whitty, c Townsend, b Brownlee	[561, 743, 662, 753]
news-column	[6, 38, 144, 1641]
article	[148, 42, 277, 274]
paragraph: For Chronic Chest Complaints, Woods' Great Peppermint Cure, 1/6 and 2/6.	[561, 1468, 691, 1485]
paragraph: Three men, Neil Howell, John Brown and Charles Lapwood, were injured this afternoon while working among the Strand Arcade ruins as the result of the collapse of one of the walls.	[975, 1227, 1104, 1285]
article-body	[837, 166, 966, 244]
paragraph: The official inquiry showed that the cause of the wreck of the Maori was the abnormal inset due to the heavy gale. The captain and officers were exonerated.	[699, 475, 829, 524]
article	[699, 403, 828, 524]
paragraph: The evidence disclosed that repeated sales of spirits of salts had been made to Morris and members of his family.	[699, 233, 829, 262]
paragraph: John William Smith pleaded not guilty to a charge of having made a false declaration under the Justices of the Peace Act. Smith had got an advance on pawn tickets in respect to which he later made a declaration before a Justice of the Peace that he had lost them. When the person who had advanced the money and had possession of the pawn tickets, went to redeem the medals which had been pawned, he found that they had been uplifted. Accused admitted the facts, but thought his counsel argued that the declaration was not a valid one within the Justices of the Peace Act, 1908, as the form on which it had been made was not in accordance with form 50, in that the words "and by virtue of the Justices of the Peace Act, 1908," were omitted from it. The jury by direction brought in a verdict of guilty, and the legal point was reserved for the Court of Appeal. Accused was released on his own recognisance of £25.	[837, 1108, 967, 1349]
